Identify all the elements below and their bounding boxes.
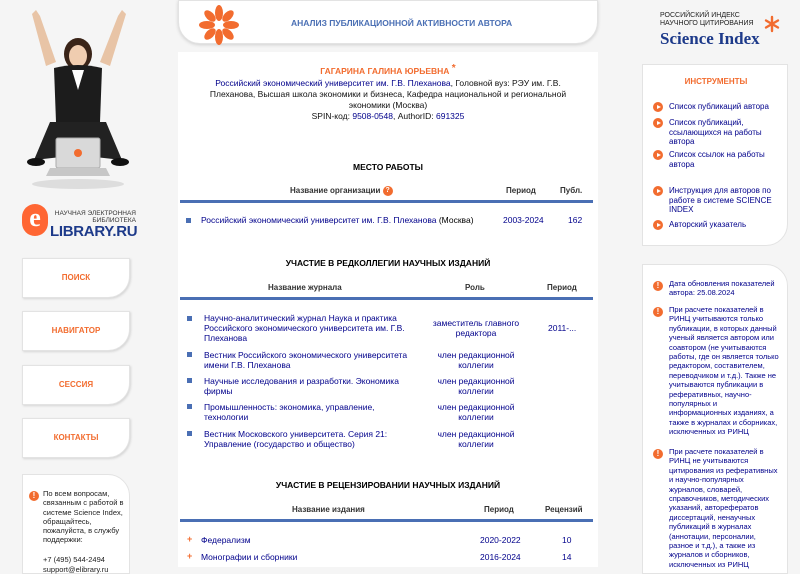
page-banner bbox=[178, 0, 598, 44]
elibrary-logo-mark: e bbox=[22, 204, 48, 236]
bullet-icon bbox=[187, 404, 192, 409]
work-period[interactable]: 2003-2024 bbox=[503, 215, 544, 225]
editorial-role: член редакционной коллегии bbox=[437, 376, 515, 396]
help-icon[interactable]: ? bbox=[383, 186, 393, 196]
reviewing-period[interactable]: 2016-2024 bbox=[480, 552, 521, 562]
work-header-rule bbox=[180, 200, 593, 203]
info-icon: ! bbox=[653, 307, 663, 317]
support-info-panel bbox=[22, 474, 130, 574]
reviewing-count[interactable]: 10 bbox=[562, 535, 572, 545]
nav-search-button[interactable]: ПОИСК bbox=[22, 258, 130, 298]
spin-label: SPIN-код: bbox=[311, 111, 353, 121]
authorid-label: , AuthorID: bbox=[393, 111, 436, 121]
tools-heading: ИНСТРУМЕНТЫ bbox=[684, 77, 748, 86]
work-org-city: (Москва) bbox=[436, 215, 474, 225]
support-phone: +7 (495) 544-2494 bbox=[43, 555, 105, 564]
page-title: АНАЛИЗ ПУБЛИКАЦИОННОЙ АКТИВНОСТИ АВТОРА bbox=[291, 18, 513, 28]
reviewing-count[interactable]: 14 bbox=[562, 552, 572, 562]
expand-plus-icon[interactable]: + bbox=[187, 534, 193, 544]
arrow-right-icon bbox=[653, 220, 663, 230]
editorial-journal-link[interactable]: Промышленность: экономика, управление, технологии bbox=[204, 402, 375, 422]
author-org-link[interactable]: Российский экономический университет им. Г.В. Плеханова bbox=[215, 78, 451, 88]
arrow-right-icon bbox=[653, 150, 663, 160]
editorial-role: член редакционной коллегии bbox=[437, 350, 515, 370]
hero-illustration bbox=[26, 10, 130, 192]
note-citations-rule: При расчете показателей в РИНЦ не учитываются цитирования из реферативных и научно-популярных журналов, словарей, справочников, методических указаний, авторефератов диссертаций, ненаучных публикаций в журналах (аннотации, персоналии, разное и т.д.), а также из журналов и сборников, исключенных из РИНЦ bbox=[669, 447, 778, 569]
reviewing-title-link[interactable]: Монографии и сборники bbox=[201, 552, 298, 562]
reviewing-header-rule bbox=[180, 519, 593, 522]
author-org-rest: , Головной вуз: РЭУ им. Г.В. Плеханова, Высшая школа экономики и бизнеса, Кафедра национальной и региональной экономики (Москва) bbox=[209, 78, 567, 110]
arrow-right-icon bbox=[653, 186, 663, 196]
asterisk-icon bbox=[764, 16, 780, 32]
info-icon: ! bbox=[653, 281, 663, 291]
editorial-period: 2011-... bbox=[548, 323, 577, 333]
work-pubs[interactable]: 162 bbox=[568, 215, 583, 225]
reviewing-col-title: Название издания bbox=[292, 505, 365, 514]
tool-publications-link[interactable]: Список публикаций автора bbox=[669, 102, 769, 111]
reviewing-heading: УЧАСТИЕ В РЕЦЕНЗИРОВАНИИ НАУЧНЫХ ИЗДАНИЙ bbox=[275, 480, 501, 490]
spin-code-link[interactable]: 9508-0548 bbox=[352, 111, 393, 121]
flower-icon bbox=[199, 5, 239, 45]
arrow-right-icon bbox=[653, 102, 663, 112]
note-publications-rule: При расчете показателей в РИНЦ учитываются только публикации, в которых данный ученый является автором или соавтором (не учитываются работы, где он является только редактором, составителем, переводчиком и т.д.). Также не учитываются публикации в реферативных, научно-популярных и информационных изданиях, а также в журналах и сборниках, исключенных из РИНЦ bbox=[669, 305, 779, 437]
elibrary-name: LIBRARY.RU bbox=[50, 223, 138, 240]
editorial-role: заместитель главного редактора bbox=[432, 318, 520, 338]
editorial-col-period: Период bbox=[547, 283, 577, 292]
nav-contacts-button[interactable]: КОНТАКТЫ bbox=[22, 418, 130, 458]
tool-citing-publications-link[interactable]: Список публикаций, ссылающихся на работы автора bbox=[669, 118, 762, 146]
arrow-right-icon bbox=[653, 118, 663, 128]
bullet-icon bbox=[187, 316, 192, 321]
reviewing-col-period: Период bbox=[484, 505, 514, 514]
author-mark: * bbox=[451, 63, 456, 74]
elibrary-tagline: НАУЧНАЯ ЭЛЕКТРОННАЯ БИБЛИОТЕКА bbox=[54, 210, 136, 224]
left-column bbox=[0, 0, 150, 574]
bullet-icon bbox=[187, 352, 192, 357]
science-index-name: Science Index bbox=[660, 29, 760, 48]
nav-session-button[interactable]: СЕССИЯ bbox=[22, 365, 130, 405]
editorial-heading: УЧАСТИЕ В РЕДКОЛЛЕГИИ НАУЧНЫХ ИЗДАНИЙ bbox=[285, 258, 491, 268]
editorial-col-journal: Название журнала bbox=[268, 283, 342, 292]
main-content bbox=[178, 52, 598, 567]
editorial-col-role: Роль bbox=[465, 283, 485, 292]
tool-author-index-link[interactable]: Авторский указатель bbox=[669, 220, 747, 229]
editorial-header-rule bbox=[180, 297, 593, 300]
info-icon: ! bbox=[29, 491, 39, 501]
work-col-org-label: Название организации bbox=[290, 186, 381, 196]
nav-navigator-button[interactable]: НАВИГАТОР bbox=[22, 311, 130, 351]
editorial-role: член редакционной коллегии bbox=[437, 429, 515, 449]
authorid-link[interactable]: 691325 bbox=[436, 111, 465, 121]
work-org-link[interactable]: Российский экономический университет им. Г.В. Плеханова bbox=[201, 215, 437, 225]
support-email[interactable]: support@elibrary.ru bbox=[43, 565, 109, 574]
info-icon: ! bbox=[653, 449, 663, 459]
author-affiliation bbox=[198, 78, 578, 122]
bullet-icon bbox=[187, 378, 192, 383]
notes-panel bbox=[642, 264, 788, 574]
reviewing-period[interactable]: 2020-2022 bbox=[480, 535, 521, 545]
support-text: По всем вопросам, связанным с работой в системе Science Index, обращайтесь, пожалуйста, в службу поддержки: bbox=[43, 489, 124, 545]
science-index-logo[interactable] bbox=[656, 10, 786, 50]
editorial-role: член редакционной коллегии bbox=[437, 402, 515, 422]
editorial-journal-link[interactable]: Научные исследования и разработки. Экономика фирмы bbox=[204, 376, 399, 396]
reviewing-title-link[interactable]: Федерализм bbox=[201, 535, 251, 545]
editorial-journal-link[interactable]: Вестник Российского экономического университета имени Г.В. Плеханова bbox=[204, 350, 408, 370]
tool-citations-link[interactable]: Список ссылок на работы автора bbox=[669, 150, 765, 169]
bullet-icon bbox=[186, 218, 191, 223]
tools-panel bbox=[642, 64, 788, 246]
reviewing-col-count: Рецензий bbox=[545, 505, 583, 514]
tool-instructions-link[interactable]: Инструкция для авторов по работе в системе SCIENCE INDEX bbox=[669, 186, 772, 214]
note-update-date: Дата обновления показателей автора: 25.08.2024 bbox=[669, 279, 775, 298]
work-col-period: Период bbox=[506, 186, 536, 195]
elibrary-logo[interactable] bbox=[22, 203, 138, 240]
editorial-journal-link[interactable]: Научно-аналитический журнал Наука и практика Российского экономического университета им. Г.В. Плеханова bbox=[204, 313, 405, 343]
bullet-icon bbox=[187, 431, 192, 436]
expand-plus-icon[interactable]: + bbox=[187, 551, 193, 561]
author-name bbox=[178, 63, 598, 77]
work-col-org bbox=[290, 186, 393, 196]
author-name-text: ГАГАРИНА ГАЛИНА ЮРЬЕВНА bbox=[320, 66, 450, 76]
work-col-pubs: Публ. bbox=[560, 186, 583, 195]
work-heading: МЕСТО РАБОТЫ bbox=[353, 162, 423, 172]
work-row bbox=[201, 215, 501, 225]
editorial-journal-link[interactable]: Вестник Московского университета. Серия 21: Управление (государство и общество) bbox=[204, 429, 388, 449]
science-index-tagline: РОССИЙСКИЙ ИНДЕКС НАУЧНОГО ЦИТИРОВАНИЯ bbox=[660, 12, 754, 27]
